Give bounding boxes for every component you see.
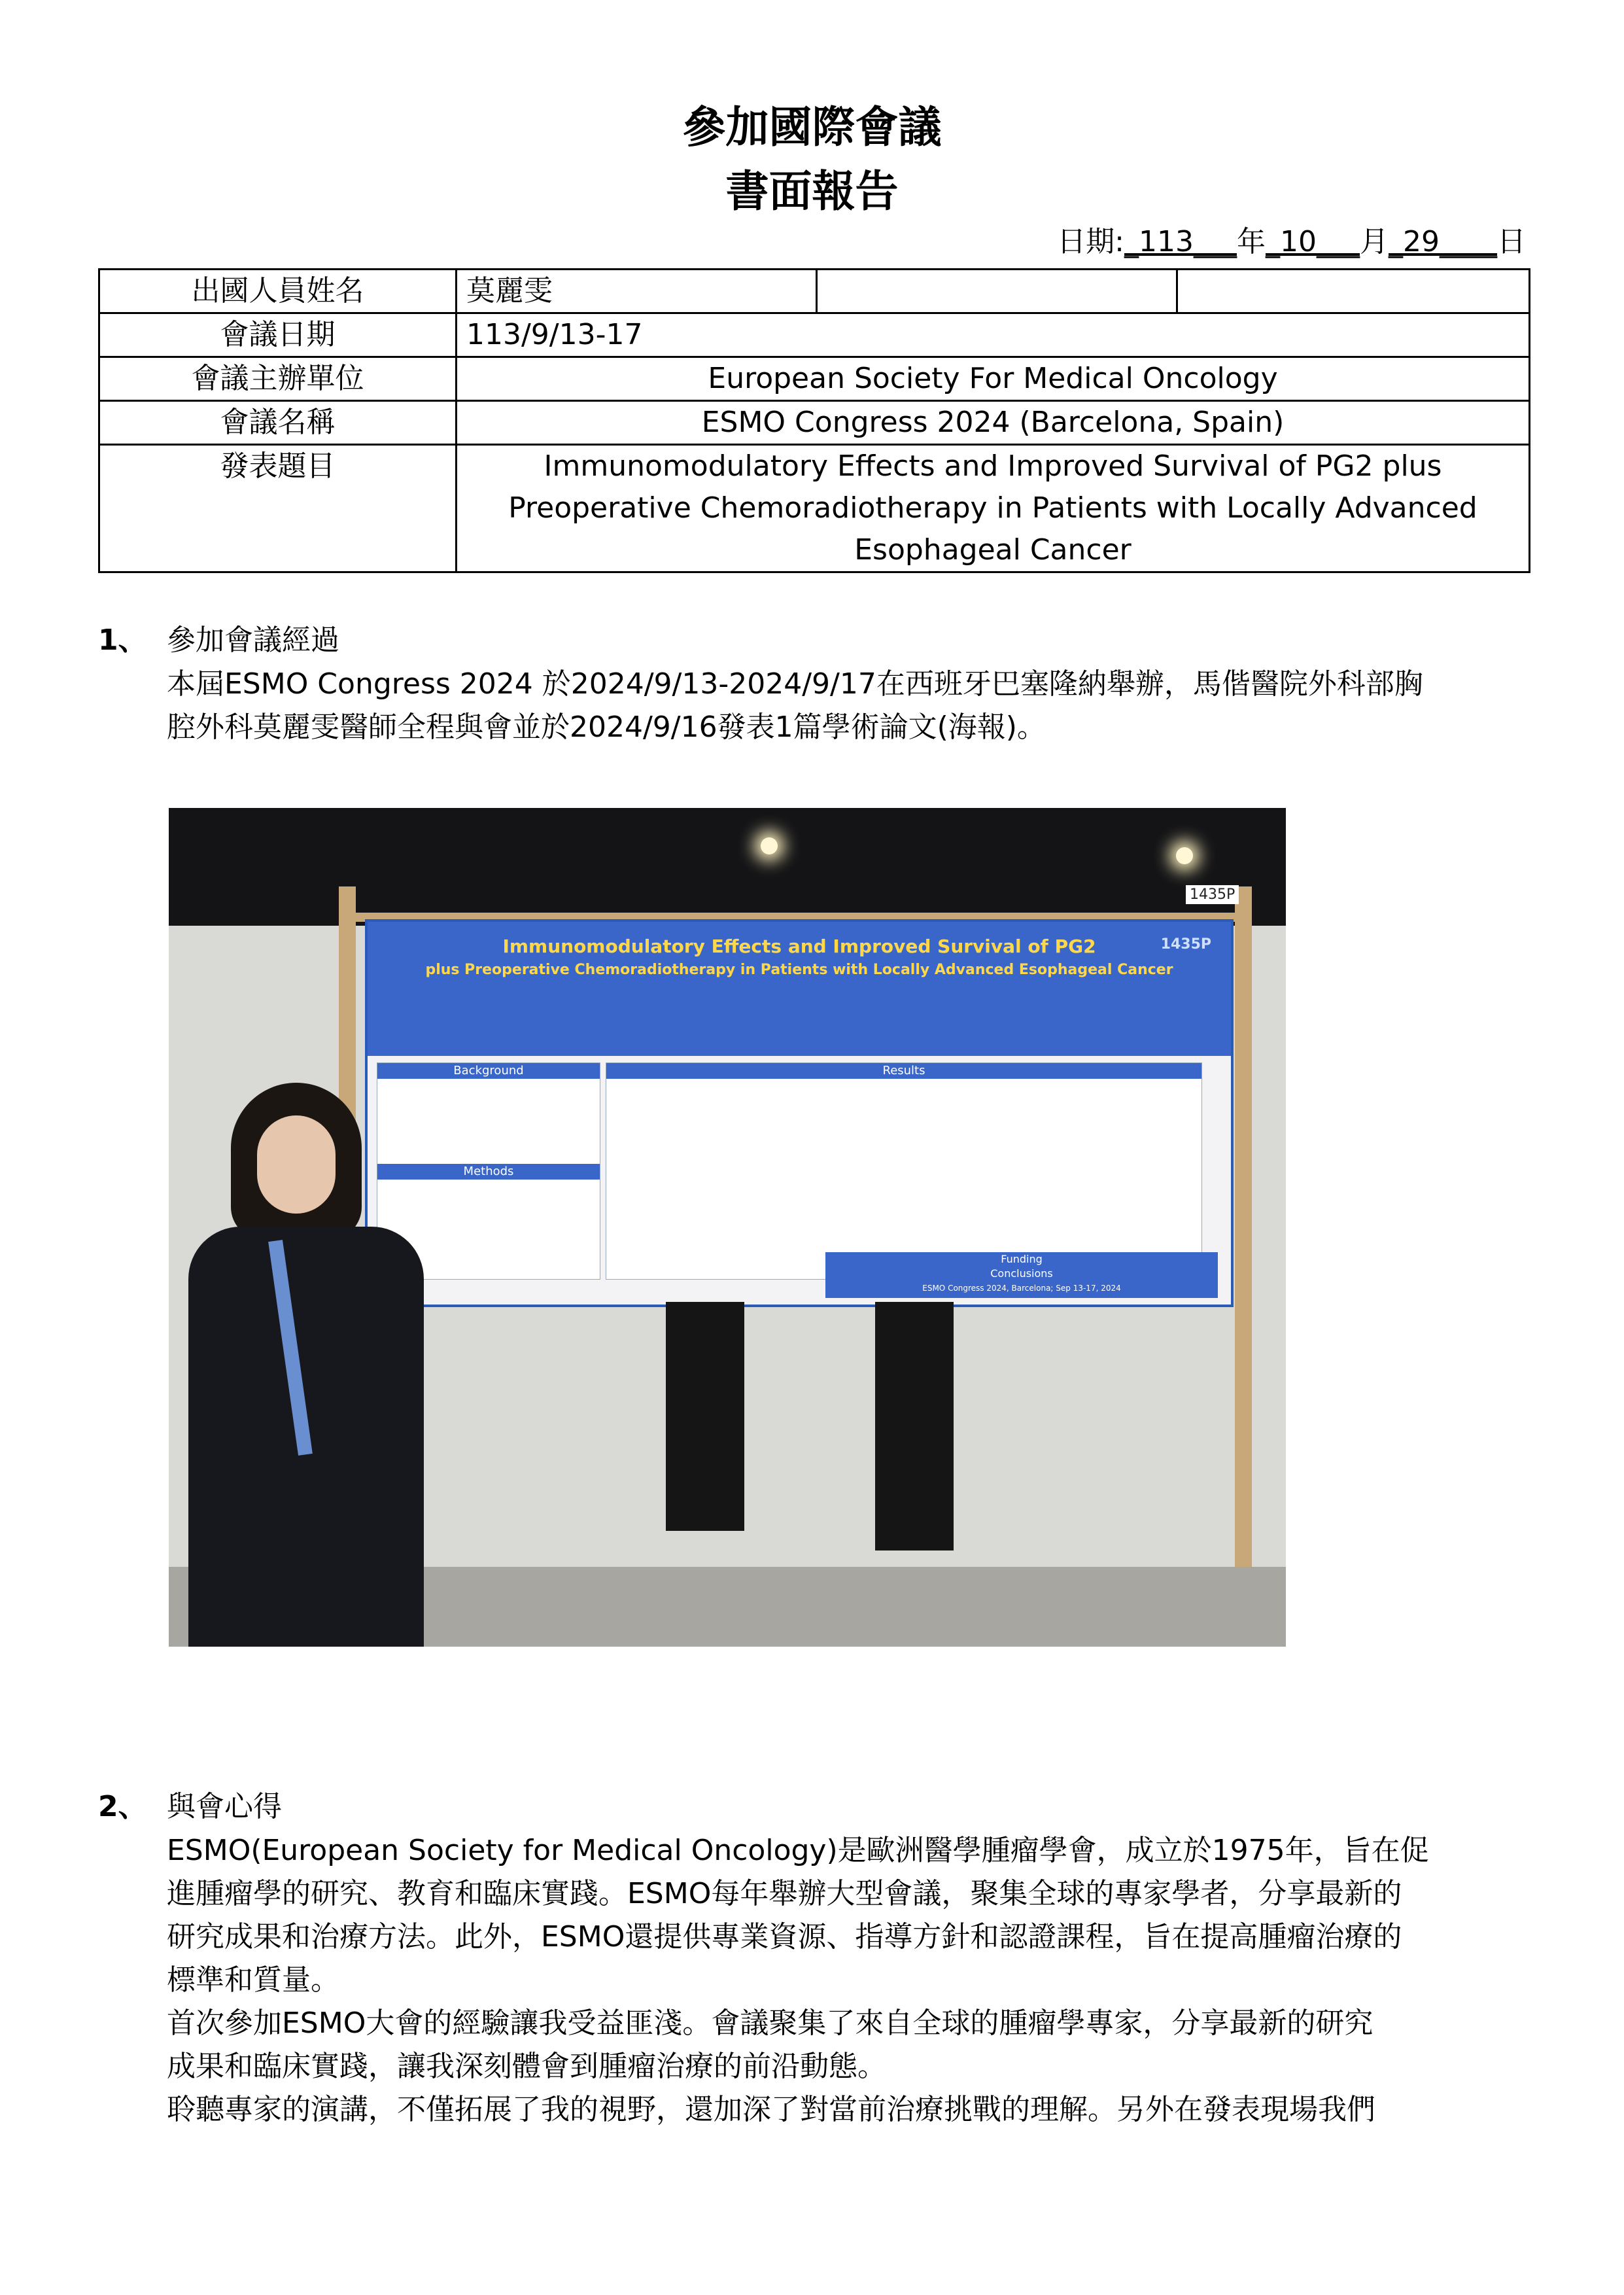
table-row: [99, 313, 1530, 357]
paragraph-line: 本屆ESMO Congress 2024 於2024/9/13-2024/9/17在西班牙巴塞隆納舉辦，馬偕醫院外科部胸: [167, 667, 1423, 701]
topic-label: 發表題目: [99, 445, 457, 572]
organizer-value: European Society For Medical Oncology: [457, 357, 1530, 401]
empty-cell: [817, 270, 1177, 313]
conference-photo: [169, 808, 1286, 1647]
paragraph-line: ESMO(European Society for Medical Oncology)是歐洲醫學腫瘤學會，成立於1975年，旨在促: [167, 1834, 1429, 1867]
page-subtitle: 書面報告: [725, 166, 899, 217]
table-row: [99, 445, 1530, 572]
poster-section-background: Background: [377, 1063, 600, 1079]
ceiling-lamp: [761, 837, 778, 854]
paragraph-line: 聆聽專家的演講，不僅拓展了我的視野，還加深了對當前治療挑戰的理解。另外在發表現場我們: [167, 2093, 1375, 2126]
paragraph-line: 首次參加ESMO大會的經驗讓我受益匪淺。會議聚集了來自全球的腫瘤學專家，分享最新的研究: [167, 2006, 1373, 2040]
date-label: 日期:: [1057, 225, 1125, 258]
poster-column: [606, 1062, 1202, 1280]
date-day: _29____: [1389, 225, 1497, 258]
board-number-tag: 1435P: [1186, 885, 1239, 904]
topic-line: Esophageal Cancer: [854, 533, 1132, 567]
paragraph-line: 標準和質量。: [167, 1963, 339, 1997]
poster-footer: [825, 1252, 1218, 1298]
section-number: 1、: [98, 623, 147, 657]
organizer-label: 會議主辦單位: [99, 357, 457, 401]
poster-header: [368, 922, 1231, 1056]
name-label: 出國人員姓名: [99, 270, 457, 313]
info-table: [98, 268, 1530, 573]
presenter-face: [257, 1115, 336, 1214]
date-month: _10___: [1266, 225, 1360, 258]
section1-body: [167, 663, 1534, 749]
date-label-cell: 會議日期: [99, 313, 457, 357]
topic-line: Immunomodulatory Effects and Improved Survival of PG2 plus: [544, 449, 1442, 483]
conference-value: ESMO Congress 2024 (Barcelona, Spain): [457, 401, 1530, 445]
conference-label: 會議名稱: [99, 401, 457, 445]
date-value-cell: 113/9/13-17: [457, 313, 1530, 357]
paragraph-line: 進腫瘤學的研究、教育和臨床實踐。ESMO每年舉辦大型會議，聚集全球的專家學者，分享最新的: [167, 1877, 1402, 1910]
topic-value: [457, 445, 1530, 572]
poster-section-methods: Methods: [377, 1164, 600, 1180]
date-year: _113___: [1124, 225, 1237, 258]
paragraph-line: 成果和臨床實踐，讓我深刻體會到腫瘤治療的前沿動態。: [167, 2050, 886, 2083]
poster-footer-text: ESMO Congress 2024, Barcelona; Sep 13-17, 2024: [922, 1284, 1121, 1293]
poster-section-funding: Funding: [1001, 1253, 1043, 1265]
section-number: 2、: [98, 1790, 147, 1823]
poster-section-results: Results: [606, 1063, 1201, 1079]
date-year-unit: 年: [1237, 225, 1266, 258]
report-date: [1057, 222, 1526, 262]
empty-cell: [1177, 270, 1530, 313]
poster-frame-post: [1235, 886, 1252, 1606]
poster-title: Immunomodulatory Effects and Improved Survival of PG2: [502, 936, 1096, 957]
poster-code: 1435P: [1160, 936, 1211, 953]
ceiling-lamp: [1176, 847, 1193, 864]
topic-line: Preoperative Chemoradiotherapy in Patients with Locally Advanced: [508, 491, 1477, 525]
poster: [365, 919, 1234, 1307]
section-title: 參加會議經過: [167, 623, 339, 657]
date-month-unit: 月: [1360, 225, 1389, 258]
page-title: 參加國際會議: [682, 102, 942, 152]
poster-subtitle: plus Preoperative Chemoradiotherapy in Patients with Locally Advanced Esophageal Cancer: [425, 962, 1173, 978]
name-value: 莫麗雯: [457, 270, 817, 313]
background-person: [666, 1302, 744, 1531]
table-row: [99, 401, 1530, 445]
paragraph-line: 腔外科莫麗雯醫師全程與會並於2024/9/16發表1篇學術論文(海報)。: [167, 710, 1046, 744]
paragraph-line: 研究成果和治療方法。此外，ESMO還提供專業資源、指導方針和認證課程，旨在提高腫瘤治療的: [167, 1920, 1402, 1953]
section-title: 與會心得: [167, 1790, 282, 1823]
section2-body: [167, 1829, 1534, 2131]
poster-section-conclusions: Conclusions: [990, 1267, 1053, 1280]
table-row: [99, 357, 1530, 401]
table-row: [99, 270, 1530, 313]
date-day-unit: 日: [1497, 225, 1526, 258]
background-person: [875, 1302, 954, 1550]
